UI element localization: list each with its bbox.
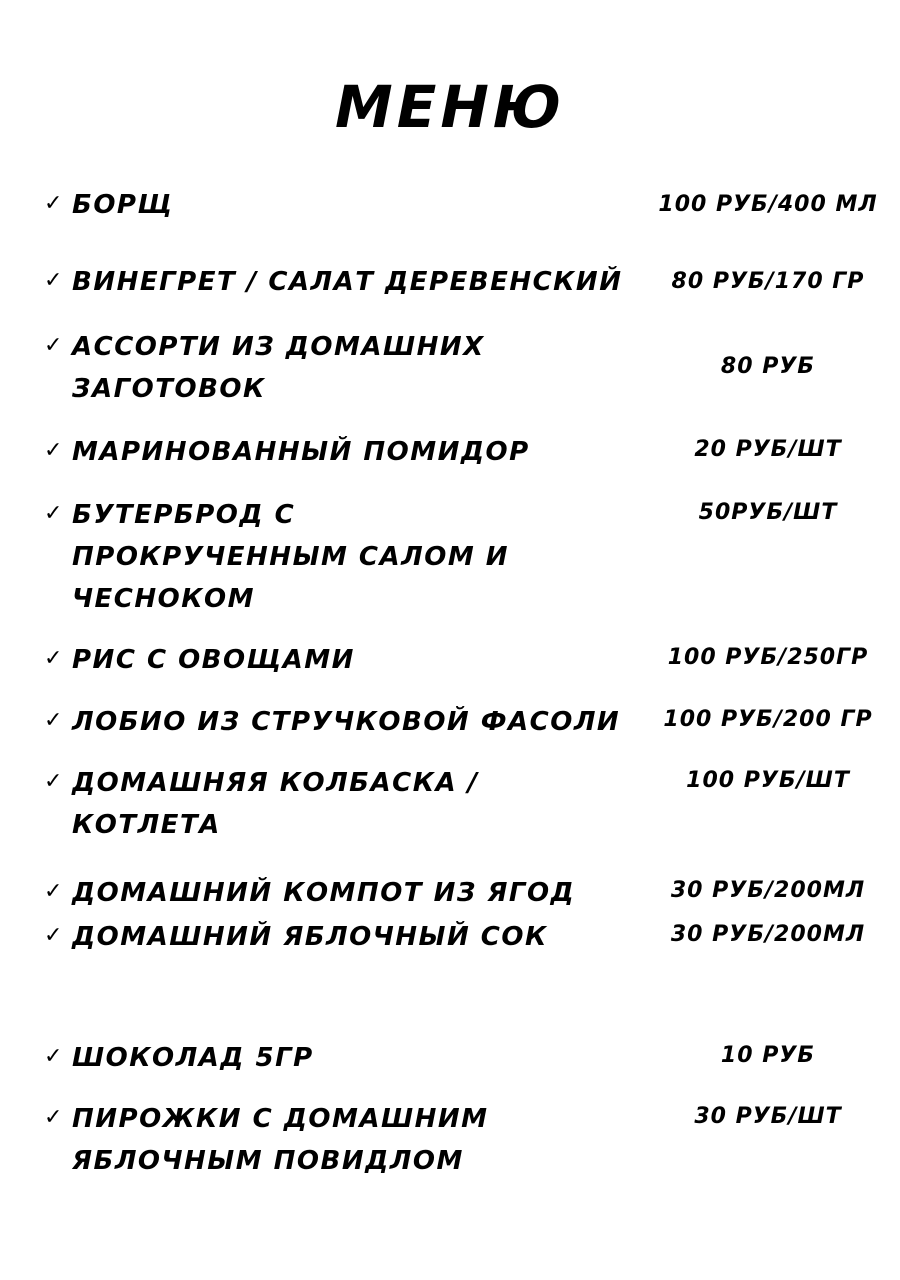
- menu-item-assorti: [0, 326, 900, 404]
- item-price: 30 РУБ/200МЛ: [670, 878, 866, 903]
- check-icon: ✓: [44, 438, 63, 463]
- item-price: 50РУБ/ШТ: [698, 500, 838, 525]
- check-icon: ✓: [44, 268, 63, 293]
- check-icon: ✓: [44, 1105, 63, 1130]
- item-name: ДОМАШНИЙ КОМПОТ ИЗ ЯГОД: [72, 878, 576, 908]
- item-price: 100 РУБ/ШТ: [686, 768, 850, 793]
- check-icon: ✓: [44, 191, 63, 216]
- menu-item-sausage: [0, 762, 900, 840]
- menu-item-borsch: [0, 184, 900, 234]
- item-price: 80 РУБ/170 ГР: [671, 269, 865, 294]
- check-icon: ✓: [44, 708, 63, 733]
- menu-item-juice: [0, 916, 900, 966]
- item-name: ЛОБИО ИЗ СТРУЧКОВОЙ ФАСОЛИ: [72, 707, 621, 737]
- check-icon: ✓: [44, 923, 63, 948]
- check-icon: ✓: [44, 769, 63, 794]
- item-price: 100 РУБ/250ГР: [667, 645, 869, 670]
- menu-item-rice: [0, 639, 900, 689]
- item-name: ДОМАШНИЙ ЯБЛОЧНЫЙ СОК: [72, 922, 548, 952]
- item-price: 30 РУБ/ШТ: [694, 1104, 842, 1129]
- check-icon: ✓: [44, 646, 63, 671]
- item-name: БОРЩ: [72, 190, 174, 220]
- check-icon: ✓: [44, 501, 63, 526]
- menu-item-pirozhki: [0, 1098, 900, 1176]
- menu-item-sandwich: [0, 494, 900, 614]
- item-name: ШОКОЛАД 5ГР: [72, 1043, 314, 1073]
- menu-title: МЕНЮ: [335, 73, 565, 141]
- check-icon: ✓: [44, 1044, 63, 1069]
- item-price: 20 РУБ/ШТ: [694, 437, 842, 462]
- item-name: ВИНЕГРЕТ / САЛАТ ДЕРЕВЕНСКИЙ: [72, 267, 623, 297]
- menu-item-tomato: [0, 431, 900, 481]
- item-name: ПИРОЖКИ С ДОМАШНИМ ЯБЛОЧНЫМ ПОВИДЛОМ: [72, 1104, 489, 1176]
- menu-item-kompot: [0, 872, 900, 922]
- item-name: БУТЕРБРОД С ПРОКРУЧЕННЫМ САЛОМ И ЧЕСНОКОМ: [72, 500, 510, 614]
- item-name: ДОМАШНЯЯ КОЛБАСКА / КОТЛЕТА: [72, 768, 479, 840]
- item-price: 30 РУБ/200МЛ: [670, 922, 866, 947]
- item-price: 80 РУБ: [720, 354, 816, 379]
- item-price: 10 РУБ: [720, 1043, 816, 1068]
- item-name: АССОРТИ ИЗ ДОМАШНИХ ЗАГОТОВОК: [72, 332, 485, 404]
- item-name: РИС С ОВОЩАМИ: [72, 645, 355, 675]
- check-icon: ✓: [44, 333, 63, 358]
- item-price: 100 РУБ/200 ГР: [663, 707, 873, 732]
- check-icon: ✓: [44, 879, 63, 904]
- menu-item-lobio: [0, 701, 900, 751]
- menu-item-vinegret: [0, 261, 900, 311]
- menu-item-chocolate: [0, 1037, 900, 1087]
- item-price: 100 РУБ/400 МЛ: [658, 192, 878, 217]
- item-name: МАРИНОВАННЫЙ ПОМИДОР: [72, 437, 530, 467]
